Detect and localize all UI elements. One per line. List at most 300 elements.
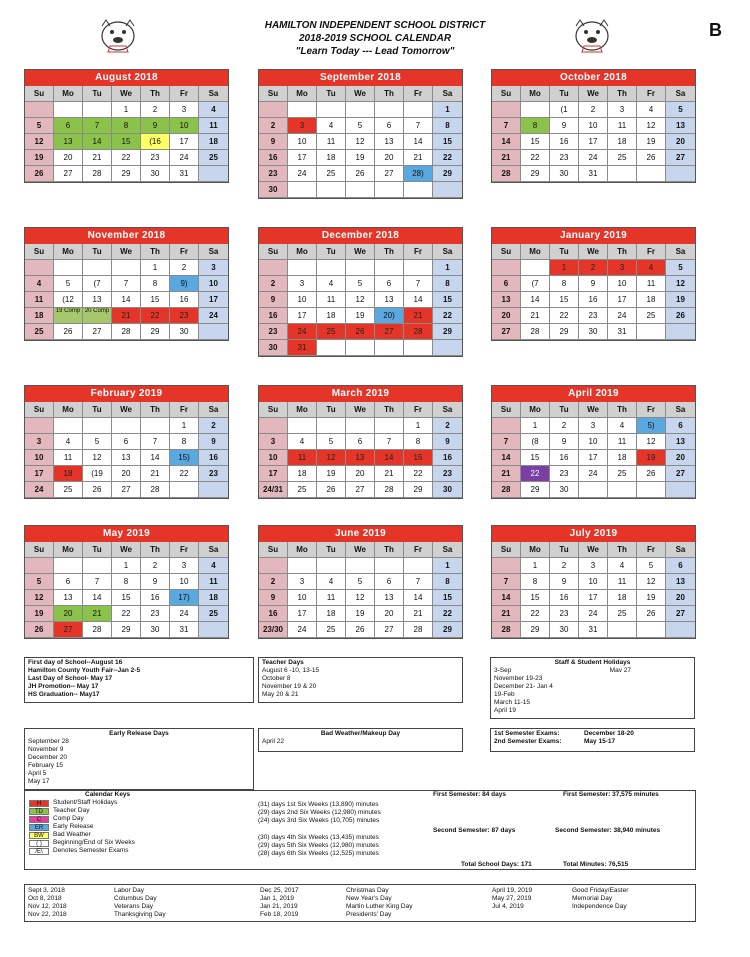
teacher-day: November 19 & 20 xyxy=(262,683,317,690)
day-header: Sa xyxy=(666,244,695,260)
day-cell: 17 xyxy=(579,450,608,466)
day-header: Th xyxy=(375,244,404,260)
day-cell: 25 xyxy=(288,482,317,498)
day-cell: 26 xyxy=(346,622,375,638)
day-header: Su xyxy=(259,402,288,418)
day-cell xyxy=(199,482,228,498)
day-cell: 18 xyxy=(54,466,83,482)
day-header: Th xyxy=(608,402,637,418)
total-school-days: Total School Days: 171 xyxy=(461,861,532,868)
day-header: Th xyxy=(608,542,637,558)
day-cell: 13 xyxy=(375,292,404,308)
day-cell: 4 xyxy=(637,260,666,276)
day-cell: 24 xyxy=(579,466,608,482)
day-cell: 4 xyxy=(288,434,317,450)
key-code: H xyxy=(29,800,49,807)
holiday-name: New Year's Day xyxy=(346,895,392,902)
calendar-key-row xyxy=(29,807,135,815)
day-cell: 31 xyxy=(170,166,199,182)
day-cell: (8 xyxy=(521,434,550,450)
month-calendar xyxy=(24,227,229,341)
day-cell: 28 xyxy=(492,166,521,182)
day-cell: 23 xyxy=(550,150,579,166)
day-cell: 3 xyxy=(259,434,288,450)
day-cell: 4 xyxy=(608,418,637,434)
day-header: Th xyxy=(141,402,170,418)
day-cell xyxy=(637,166,666,182)
day-cell: 30 xyxy=(170,324,199,340)
day-cell: 21 xyxy=(83,150,112,166)
holiday-date: December 21- Jan 4 xyxy=(494,683,553,690)
day-header: Fr xyxy=(637,402,666,418)
day-cell: 24 xyxy=(25,482,54,498)
day-cell: 14 xyxy=(404,134,433,150)
day-cell: 22 xyxy=(521,466,550,482)
day-cell: 13 xyxy=(346,450,375,466)
day-cell: 13 xyxy=(666,574,695,590)
day-cell: 18 xyxy=(637,292,666,308)
day-cell: 10 xyxy=(608,276,637,292)
day-cell: 13 xyxy=(375,134,404,150)
day-header: Su xyxy=(259,86,288,102)
day-cell xyxy=(288,260,317,276)
day-cell: 22 xyxy=(112,150,141,166)
day-cell: 2 xyxy=(259,574,288,590)
day-header: We xyxy=(112,86,141,102)
six-weeks-line: (30) days 4th Six Weeks (13,435) minutes xyxy=(258,834,379,841)
day-cell xyxy=(521,260,550,276)
day-cell: 5) xyxy=(637,418,666,434)
day-cell: 1 xyxy=(433,260,462,276)
day-cell: 7 xyxy=(404,276,433,292)
day-header: We xyxy=(346,244,375,260)
day-cell: 22 xyxy=(521,606,550,622)
day-cell: 3 xyxy=(579,418,608,434)
day-cell: 3 xyxy=(288,574,317,590)
key-label: Teacher Day xyxy=(53,807,90,814)
day-cell: 14 xyxy=(492,590,521,606)
day-cell: 19 xyxy=(317,466,346,482)
day-cell: 2 xyxy=(259,276,288,292)
day-cell: 8 xyxy=(112,574,141,590)
day-header: Tu xyxy=(83,542,112,558)
day-cell: 11 xyxy=(317,292,346,308)
day-cell: 7 xyxy=(83,574,112,590)
calendar-key-row xyxy=(29,839,135,847)
day-cell: 21 xyxy=(404,150,433,166)
holiday-date: May 27, 2019 xyxy=(492,895,532,902)
day-cell: 10 xyxy=(579,574,608,590)
day-cell: 6 xyxy=(375,574,404,590)
day-cell: 15 xyxy=(521,590,550,606)
day-header: Mo xyxy=(54,542,83,558)
day-header: Tu xyxy=(550,86,579,102)
day-cell: 22 xyxy=(433,606,462,622)
day-header: Th xyxy=(141,244,170,260)
day-cell: 3 xyxy=(170,102,199,118)
day-cell: 24 xyxy=(608,308,637,324)
day-cell xyxy=(54,558,83,574)
day-cell: 8 xyxy=(141,276,170,292)
day-cell: 2 xyxy=(579,260,608,276)
day-cell: 27 xyxy=(375,622,404,638)
day-cell xyxy=(375,418,404,434)
day-header: Tu xyxy=(83,86,112,102)
day-cell xyxy=(317,558,346,574)
day-cell: 24 xyxy=(170,150,199,166)
six-weeks-line: (28) days 6th Six Weeks (12,525) minutes xyxy=(258,850,379,857)
day-cell: 16 xyxy=(550,590,579,606)
day-cell: 19 xyxy=(346,308,375,324)
day-cell: 17 xyxy=(288,150,317,166)
day-cell: 11 xyxy=(288,450,317,466)
day-header: Tu xyxy=(550,542,579,558)
day-header: We xyxy=(346,402,375,418)
day-cell: 30 xyxy=(141,166,170,182)
day-cell: (12 xyxy=(54,292,83,308)
day-cell xyxy=(259,418,288,434)
day-header: We xyxy=(579,542,608,558)
key-dates-box xyxy=(24,657,254,703)
day-cell xyxy=(404,260,433,276)
day-cell: 29 xyxy=(550,324,579,340)
day-cell: 22 xyxy=(550,308,579,324)
day-header: Sa xyxy=(433,244,462,260)
day-cell: 11 xyxy=(199,574,228,590)
day-cell: 15 xyxy=(433,590,462,606)
day-cell: 30 xyxy=(141,622,170,638)
day-cell: 27 xyxy=(666,606,695,622)
day-cell: 20 xyxy=(492,308,521,324)
day-cell: 3 xyxy=(288,118,317,134)
day-cell: 26 xyxy=(637,466,666,482)
day-cell: 2 xyxy=(199,418,228,434)
day-cell: 12 xyxy=(83,450,112,466)
day-cell xyxy=(637,622,666,638)
day-cell: 7 xyxy=(83,118,112,134)
day-cell: 7 xyxy=(492,434,521,450)
day-cell: 8 xyxy=(433,276,462,292)
day-cell: 2 xyxy=(579,102,608,118)
day-cell: 15 xyxy=(112,590,141,606)
day-cell: 31 xyxy=(170,622,199,638)
day-header: Su xyxy=(25,402,54,418)
box-title: Bad Weather/Makeup Day xyxy=(320,730,401,737)
day-cell: (7 xyxy=(83,276,112,292)
day-cell: 22 xyxy=(112,606,141,622)
key-date: HS Graduation-- May17 xyxy=(28,691,100,698)
day-cell: 24 xyxy=(288,324,317,340)
day-cell: 20) xyxy=(375,308,404,324)
key-label: Denotes Semester Exams xyxy=(53,847,129,854)
day-cell: 2 xyxy=(550,418,579,434)
six-weeks-line: (24) days 3rd Six Weeks (10,705) minutes xyxy=(258,817,380,824)
day-cell xyxy=(492,558,521,574)
day-cell: 27 xyxy=(54,166,83,182)
day-cell: 5 xyxy=(666,102,695,118)
day-cell: 29 xyxy=(112,622,141,638)
day-header: Fr xyxy=(170,86,199,102)
day-cell: 7 xyxy=(404,118,433,134)
day-cell: 17 xyxy=(288,606,317,622)
day-cell: 8 xyxy=(550,276,579,292)
day-cell: 30 xyxy=(550,166,579,182)
holiday-date: Dec 25, 2017 xyxy=(260,887,299,894)
holiday-date: Oct 8, 2018 xyxy=(28,895,62,902)
day-cell: 28 xyxy=(83,166,112,182)
month-calendar xyxy=(491,69,696,183)
day-cell: 14 xyxy=(404,292,433,308)
day-cell: 16 xyxy=(259,606,288,622)
day-cell xyxy=(83,260,112,276)
day-cell: 5 xyxy=(25,118,54,134)
early-release-date: April 5 xyxy=(28,770,47,777)
calendar-key-row xyxy=(29,823,135,831)
day-cell: 5 xyxy=(25,574,54,590)
district-title: HAMILTON INDEPENDENT SCHOOL DISTRICT xyxy=(264,20,486,31)
day-cell xyxy=(317,418,346,434)
day-cell: 18 xyxy=(317,308,346,324)
day-cell: 14 xyxy=(141,450,170,466)
day-cell: 14 xyxy=(83,590,112,606)
day-cell: 20 xyxy=(54,150,83,166)
day-cell: 3 xyxy=(608,260,637,276)
day-cell: 12 xyxy=(25,134,54,150)
day-cell: 16 xyxy=(141,590,170,606)
day-cell: 6 xyxy=(492,276,521,292)
bulldog-mascot-icon xyxy=(92,12,144,58)
box-title: Teacher Days xyxy=(262,659,304,666)
day-cell xyxy=(375,182,404,198)
holiday-date: 19-Feb xyxy=(494,691,515,698)
day-header: Mo xyxy=(288,402,317,418)
day-cell: 28 xyxy=(521,324,550,340)
day-cell: 21 xyxy=(375,466,404,482)
day-cell: 26 xyxy=(83,482,112,498)
day-cell: 25 xyxy=(317,166,346,182)
day-cell: 17 xyxy=(170,134,199,150)
day-header: Tu xyxy=(317,244,346,260)
day-header: Th xyxy=(375,542,404,558)
day-cell: 29 xyxy=(112,166,141,182)
exam-dates: May 15-17 xyxy=(584,738,616,745)
day-cell: 18 xyxy=(317,150,346,166)
holiday-date: Sept 3, 2018 xyxy=(28,887,65,894)
day-cell: 27 xyxy=(492,324,521,340)
exams-box xyxy=(490,728,695,752)
month-calendar xyxy=(491,385,696,499)
day-header: We xyxy=(346,86,375,102)
day-cell: 21 xyxy=(404,308,433,324)
day-header: We xyxy=(346,542,375,558)
day-cell: 26 xyxy=(637,606,666,622)
month-title: March 2019 xyxy=(259,386,462,402)
day-cell xyxy=(521,102,550,118)
day-cell: 30 xyxy=(550,482,579,498)
day-cell: 4 xyxy=(199,558,228,574)
day-cell: 15 xyxy=(433,134,462,150)
holiday-date: April 19, 2019 xyxy=(492,887,533,894)
day-header: Th xyxy=(608,86,637,102)
day-cell: 31 xyxy=(608,324,637,340)
bad-weather-date: April 22 xyxy=(262,738,285,745)
day-cell: 17 xyxy=(25,466,54,482)
day-cell xyxy=(83,558,112,574)
day-cell: 24 xyxy=(170,606,199,622)
holiday-date: April 19 xyxy=(494,707,517,714)
holiday-name: Veterans Day xyxy=(114,903,154,910)
holiday-date: Jan 21, 2019 xyxy=(260,903,298,910)
key-code: BW xyxy=(29,832,49,839)
day-cell: 16 xyxy=(199,450,228,466)
day-cell: 9 xyxy=(141,118,170,134)
day-cell xyxy=(608,482,637,498)
day-cell: 22 xyxy=(521,150,550,166)
calendar-header xyxy=(0,0,750,68)
day-cell xyxy=(346,340,375,356)
day-header: Su xyxy=(492,542,521,558)
day-cell: 17 xyxy=(199,292,228,308)
holiday-name: Thanksgiving Day xyxy=(114,911,166,918)
day-cell: 25 xyxy=(637,308,666,324)
key-label: Beginning/End of Six Weeks xyxy=(53,839,135,846)
day-cell: 28) xyxy=(404,166,433,182)
day-cell: 24 xyxy=(288,622,317,638)
day-cell: 2 xyxy=(170,260,199,276)
day-header: Tu xyxy=(550,244,579,260)
early-release-date: September 28 xyxy=(28,738,69,745)
day-cell: 10 xyxy=(288,292,317,308)
day-cell xyxy=(375,340,404,356)
day-cell: 11 xyxy=(199,118,228,134)
day-cell: 23 xyxy=(550,606,579,622)
key-label: Comp Day xyxy=(53,815,84,822)
month-title: January 2019 xyxy=(492,228,695,244)
holiday-list-box xyxy=(24,884,696,922)
day-cell: 13 xyxy=(492,292,521,308)
day-cell: 3 xyxy=(199,260,228,276)
day-cell: 19 Comp xyxy=(54,308,83,324)
day-cell: 11 xyxy=(637,276,666,292)
calendar-version-letter: B xyxy=(709,20,722,40)
day-cell: 18 xyxy=(25,308,54,324)
day-cell: 15 xyxy=(112,134,141,150)
day-cell: 11 xyxy=(54,450,83,466)
teacher-day: August 6 -10, 13-15 xyxy=(262,667,320,674)
day-cell: 12 xyxy=(637,574,666,590)
day-cell: 4 xyxy=(199,102,228,118)
box-title: Early Release Days xyxy=(109,730,169,737)
day-header: Fr xyxy=(404,542,433,558)
key-date: JH Promotion-- May 17 xyxy=(28,683,99,690)
day-cell: 16 xyxy=(579,292,608,308)
day-cell: 31 xyxy=(579,166,608,182)
month-title: June 2019 xyxy=(259,526,462,542)
day-cell: 29 xyxy=(433,324,462,340)
day-cell xyxy=(25,558,54,574)
box-title: Staff & Student Holidays xyxy=(554,659,631,666)
day-cell: 6 xyxy=(112,434,141,450)
day-cell xyxy=(346,102,375,118)
day-header: Mo xyxy=(288,86,317,102)
month-title: July 2019 xyxy=(492,526,695,542)
day-cell: 22 xyxy=(141,308,170,324)
day-header: Sa xyxy=(199,542,228,558)
day-cell: 9 xyxy=(550,574,579,590)
day-cell: 20 xyxy=(54,606,83,622)
day-header: Th xyxy=(141,542,170,558)
day-cell: 7 xyxy=(492,574,521,590)
teacher-days-box xyxy=(258,657,463,703)
month-calendar xyxy=(24,525,229,639)
bad-weather-box xyxy=(258,728,463,752)
day-cell: 10 xyxy=(579,118,608,134)
day-cell: 28 xyxy=(141,482,170,498)
day-cell: 1 xyxy=(550,260,579,276)
day-cell: 19 xyxy=(346,150,375,166)
day-header: Th xyxy=(375,86,404,102)
day-cell: 27 xyxy=(666,466,695,482)
month-title: December 2018 xyxy=(259,228,462,244)
day-cell: 25 xyxy=(199,606,228,622)
key-label: Student/Staff Holidays xyxy=(53,799,118,806)
day-cell: 14 xyxy=(375,450,404,466)
day-cell: 23/30 xyxy=(259,622,288,638)
day-cell: 30 xyxy=(259,182,288,198)
day-header: Th xyxy=(375,402,404,418)
day-cell: 10 xyxy=(288,590,317,606)
day-cell: 27 xyxy=(375,324,404,340)
day-header: Tu xyxy=(317,86,346,102)
day-cell: 3 xyxy=(579,558,608,574)
day-cell: 15) xyxy=(170,450,199,466)
month-calendar xyxy=(491,227,696,341)
day-cell: 16 xyxy=(170,292,199,308)
day-cell: 25 xyxy=(608,466,637,482)
day-cell: 17 xyxy=(288,308,317,324)
holiday-date: November 19-23 xyxy=(494,675,543,682)
day-header: Tu xyxy=(83,244,112,260)
day-header: Fr xyxy=(637,244,666,260)
day-cell xyxy=(25,102,54,118)
day-header: Sa xyxy=(433,402,462,418)
day-cell: 23 xyxy=(433,466,462,482)
day-header: Mo xyxy=(54,244,83,260)
month-title: August 2018 xyxy=(25,70,228,86)
day-cell: 18 xyxy=(199,590,228,606)
day-cell: 15 xyxy=(404,450,433,466)
day-header: Tu xyxy=(317,402,346,418)
day-cell: 9 xyxy=(579,276,608,292)
day-cell: 26 xyxy=(346,324,375,340)
day-cell xyxy=(666,324,695,340)
key-code: ER xyxy=(29,824,49,831)
day-cell: 26 xyxy=(637,150,666,166)
day-cell: 23 xyxy=(141,150,170,166)
month-title: October 2018 xyxy=(492,70,695,86)
day-cell xyxy=(375,102,404,118)
key-code: ( ) xyxy=(29,840,49,847)
day-cell: 2 xyxy=(433,418,462,434)
holiday-list-row xyxy=(28,903,692,911)
keys-and-stats-box xyxy=(24,790,696,870)
day-cell: 3 xyxy=(288,276,317,292)
day-cell: 10 xyxy=(170,574,199,590)
day-cell: 6 xyxy=(54,574,83,590)
day-cell: 18 xyxy=(288,466,317,482)
day-cell xyxy=(259,260,288,276)
day-cell: 7 xyxy=(375,434,404,450)
